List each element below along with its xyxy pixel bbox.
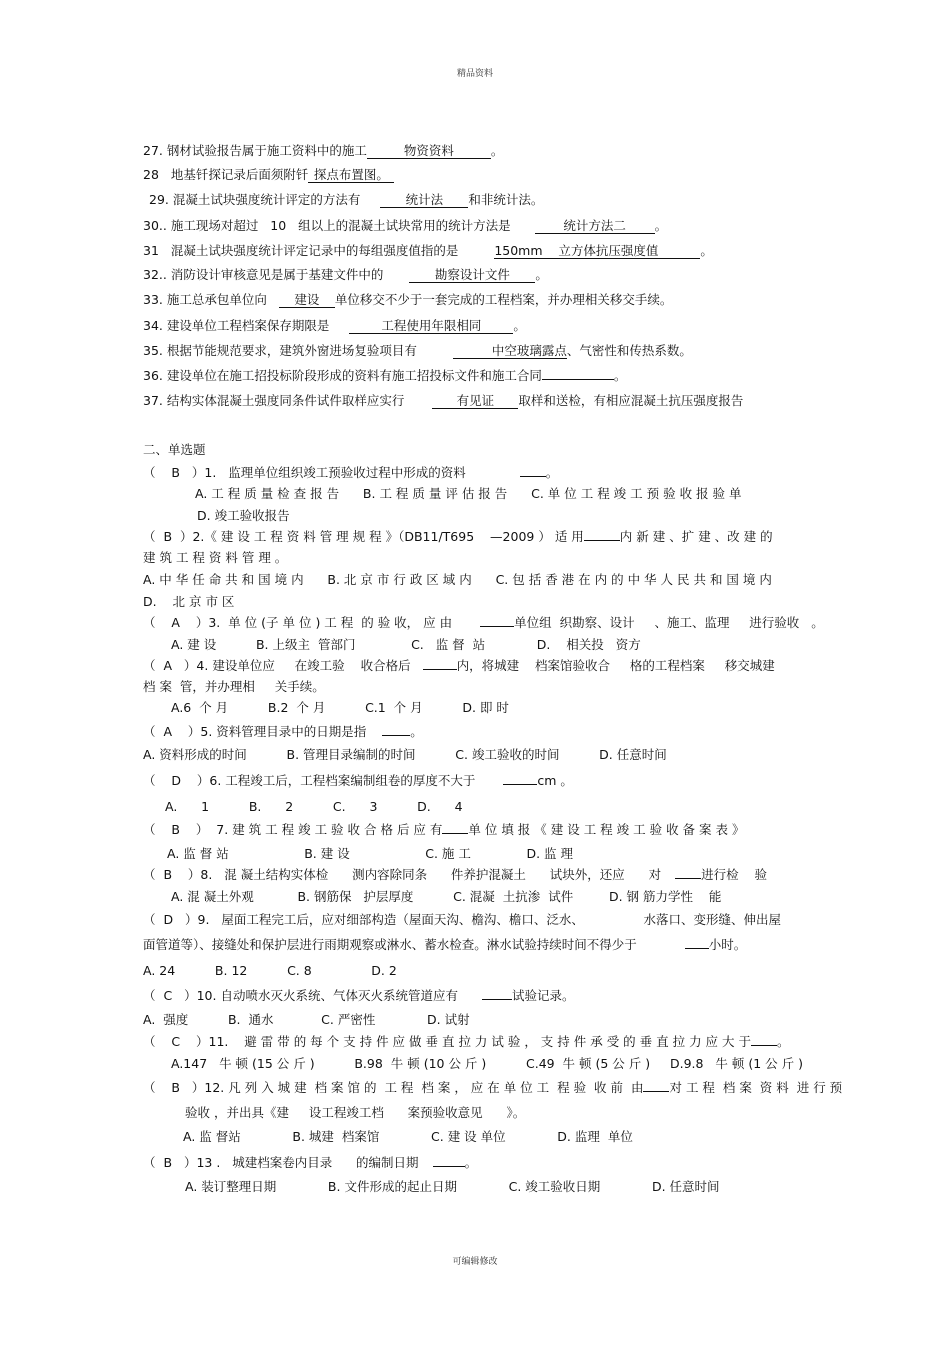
mc-question-10	[143, 988, 574, 1004]
mc-options: A.6 个 月 B.2 个 月 C.1 个 月 D. 即 时	[171, 700, 509, 715]
mc-question-3	[143, 615, 824, 631]
answer-blank: 探点布置图。	[308, 167, 394, 183]
mc-question-12	[143, 1080, 842, 1096]
question-text: 29. 混凝土试块强度统计评定的方法有	[149, 192, 361, 207]
answer-blank: 工程使用年限相同	[349, 318, 513, 334]
question-text: 30.. 施工现场对超过 10 组以上的混凝土试块常用的统计方法是	[143, 218, 511, 233]
answer-blank: 中空玻璃露点	[453, 343, 567, 359]
question-text: 小时。	[708, 937, 747, 952]
question-text: （ B ）12. 凡 列 入 城 建 档 案 馆 的 工 程 档 案 ， 应 在 单 位 工 程 验 收 前 由	[143, 1080, 644, 1095]
answer-blank	[685, 948, 709, 949]
question-34	[143, 318, 526, 334]
question-33	[143, 292, 672, 308]
answer-blank: 有见证	[432, 393, 518, 409]
answer-blank	[482, 999, 512, 1000]
mc-options: A. 混 凝土外观 B. 钢筋保 护层厚度 C. 混凝 土抗渗 试件 D. 钢 筋力学性 能	[171, 889, 722, 904]
mc-question-7	[143, 822, 744, 838]
mc-question-9	[143, 912, 781, 928]
question-29	[149, 192, 543, 208]
question-text: 单 位 填 报 《 建 设 工 程 竣 工 验 收 备 案 表 》	[468, 822, 745, 837]
question-text: （ B ）8. 混 凝土结构实体检 测内容除同条 件养护混凝土 试块外，还应 对	[143, 867, 662, 882]
answer-blank	[542, 379, 614, 380]
mc-options: A. 资料形成的时间 B. 管理目录编制的时间 C. 竣工验收的时间 D. 任意时间	[143, 747, 667, 762]
question-text: （ C ）11. 避 雷 带 的 每 个 支 持 件 应 做 垂 直 拉 力 试 验 ， 支 持 件 承 受 的 垂 直 拉 力 应 大 于	[143, 1034, 751, 1049]
question-30	[143, 218, 667, 234]
question-35	[143, 343, 692, 359]
question-text: 取样和送检，有相应混凝土抗压强度报告	[518, 393, 744, 408]
answer-blank	[503, 784, 537, 785]
question-36	[143, 368, 626, 384]
question-text: 试验记录。	[511, 988, 575, 1003]
question-text: 27. 钢材试验报告属于施工资料中的施工	[143, 143, 367, 158]
question-text: 36. 建设单位在施工招投标阶段形成的资料有施工招投标文件和施工合同	[143, 368, 542, 383]
question-text: （ B ）2.《 建 设 工 程 资 料 管 理 规 程 》（DB11/T695 —2009 ） 适 用	[143, 529, 584, 544]
answer-blank	[382, 735, 410, 736]
answer-blank	[675, 878, 701, 879]
answer-blank: 统计法	[380, 192, 468, 208]
question-text: （ D ）6. 工程竣工后，工程档案编制组卷的厚度不大于	[143, 773, 476, 788]
mc-options: A.147 牛 顿 (15 公 斤 ) B.98 牛 顿 (10 公 斤 ) C.49 牛 顿 (5 公 斤 ) D.9.8 牛 顿 (1 公 斤 )	[171, 1056, 803, 1071]
answer-blank: 统计方法二	[535, 218, 655, 234]
mc-options: A. 工 程 质 量 检 查 报 告 B. 工 程 质 量 评 估 报 告 C. 单 位 工 程 竣 工 预 验 收 报 验 单	[195, 486, 742, 501]
question-text: 28 地基钎探记录后面须附钎	[143, 167, 309, 182]
question-text: 。	[654, 218, 668, 233]
question-text: 和非统计法。	[468, 192, 544, 207]
question-text: （ B ） 7. 建 筑 工 程 竣 工 验 收 合 格 后 应 有	[143, 822, 443, 837]
question-text: 。	[613, 368, 627, 383]
mc-question-4	[143, 658, 775, 674]
mc-question-8	[143, 867, 767, 883]
question-text: 34. 建设单位工程档案保存期限是	[143, 318, 330, 333]
answer-blank	[423, 669, 457, 670]
question-text	[143, 937, 746, 953]
mc-question-1: （ B ）1. 监理单位组织竣工预验收过程中形成的资料 。	[143, 465, 559, 480]
question-text: （ B ）13 . 城建档案卷内目录 的编制日期	[143, 1155, 419, 1170]
question-text: 内 新 建 、扩 建 、改 建 的	[619, 529, 773, 544]
question-text: 。	[535, 267, 548, 282]
question-text: 建 筑 工 程 资 料 管 理 。	[143, 550, 288, 565]
question-text: 档 案 管，并办理相 关手续。	[143, 679, 325, 694]
question-text: 验收 ，并出具《建 设工程竣工档 案预验收意见 》。	[185, 1105, 526, 1120]
mc-options: A. 中 华 任 命 共 和 国 境 内 B. 北 京 市 行 政 区 域 内 C. 包 括 香 港 在 内 的 中 华 人 民 共 和 国 境 内	[143, 572, 772, 587]
question-text: 33. 施工总承包单位向	[143, 292, 267, 307]
mc-options: A. 建 设 B. 上级主 管部门 C. 监 督 站 D. 相关投 资方	[171, 637, 641, 652]
section-title: 二、单选题	[143, 442, 206, 457]
question-text: 。	[490, 143, 504, 158]
answer-blank: 150mm 立方体抗压强度值	[494, 243, 700, 259]
answer-blank	[442, 833, 468, 834]
question-text: 对 工 程 档 案 资 料 进 行 预	[669, 1080, 843, 1095]
mc-question-11: （ C ）11. 避 雷 带 的 每 个 支 持 件 应 做 垂 直 拉 力 试 验 ， 支 持 件 承 受 的 垂 直 拉 力 应 大 于 。	[143, 1034, 790, 1049]
mc-options: A. 监 督站 B. 城建 档案馆 C. 建 设 单位 D. 监理 单位	[183, 1129, 633, 1144]
answer-blank	[584, 540, 620, 541]
answer-blank: 物资资料	[367, 143, 491, 159]
question-text: （ B ）1. 监理单位组织竣工预验收过程中形成的资料	[143, 465, 466, 480]
answer-blank: 勘察设计文件	[409, 267, 535, 283]
question-37	[143, 393, 743, 409]
question-text: 单位组 织勘察、设计 、施工、监理 进行验收 。	[514, 615, 824, 630]
mc-question-13: （ B ）13 . 城建档案卷内目录 的编制日期 。	[143, 1155, 478, 1170]
question-31	[143, 243, 713, 259]
mc-options: D. 竣工验收报告	[197, 508, 290, 523]
answer-blank	[751, 1045, 777, 1046]
answer-blank: 建设	[279, 292, 335, 308]
page-footer: 可编辑修改	[452, 1257, 498, 1267]
mc-options: A. 强度 B. 通水 C. 严密性 D. 试射	[143, 1012, 470, 1027]
question-32	[143, 267, 548, 283]
question-text: 。	[513, 318, 526, 333]
mc-options: A. 装订整理日期 B. 文件形成的起止日期 C. 竣工验收日期 D. 任意时间	[185, 1179, 720, 1194]
mc-options: A. 24 B. 12 C. 8 D. 2	[143, 963, 397, 978]
question-text: 32.. 消防设计审核意见是属于基建文件中的	[143, 267, 384, 282]
mc-options: D. 北 京 市 区	[143, 594, 235, 609]
question-text: （ A ）5. 资料管理目录中的日期是指	[143, 724, 367, 739]
question-text: 内，将城建 档案馆验收合 格的工程档案 移交城建	[456, 658, 775, 673]
question-text: 单位移交不少于一套完成的工程档案，并办理相关移交手续。	[334, 292, 673, 307]
question-text: 进行检 验	[701, 867, 768, 882]
question-text: （ A ）3. 单 位 (子 单 位 ) 工 程 的 验 收， 应 由	[143, 615, 453, 630]
answer-blank	[433, 1166, 465, 1167]
question-text: （ A ）4. 建设单位应 在竣工验 收合格后	[143, 658, 411, 673]
answer-blank	[643, 1091, 669, 1092]
mc-question-2	[143, 529, 773, 545]
question-text: 37. 结构实体混凝土强度同条件试件取样应实行	[143, 393, 405, 408]
answer-blank	[480, 626, 514, 627]
question-text: （ D ）9. 屋面工程完工后，应对细部构造（屋面天沟、檐沟、檐口、泛水、 水落口、变形缝、伸出屋	[143, 912, 781, 927]
answer-blank	[520, 476, 546, 477]
mc-options: A. 1 B. 2 C. 3 D. 4	[165, 799, 463, 814]
question-text: （ C ）10. 自动喷水灭火系统、气体灭火系统管道应有	[143, 988, 458, 1003]
question-text: 31 混凝土试块强度统计评定记录中的每组强度值指的是	[143, 243, 459, 258]
question-text: cm 。	[537, 773, 573, 788]
question-text: 、气密性和传热系数。	[566, 343, 692, 358]
question-27	[143, 143, 503, 159]
mc-options: A. 监 督 站 B. 建 设 C. 施 工 D. 监 理	[167, 846, 574, 861]
mc-question-5: （ A ）5. 资料管理目录中的日期是指 。	[143, 724, 423, 739]
page-header: 精品资料	[456, 69, 493, 79]
mc-question-6	[143, 773, 573, 789]
question-text: 面管道等）、接缝处和保护层进行雨期观察或淋水、蓄水检查。淋水试验持续时间不得少于	[143, 937, 637, 952]
question-text: 35. 根据节能规范要求，建筑外窗进场复验项目有	[143, 343, 417, 358]
question-text: 。	[700, 243, 713, 258]
question-28	[143, 167, 394, 183]
